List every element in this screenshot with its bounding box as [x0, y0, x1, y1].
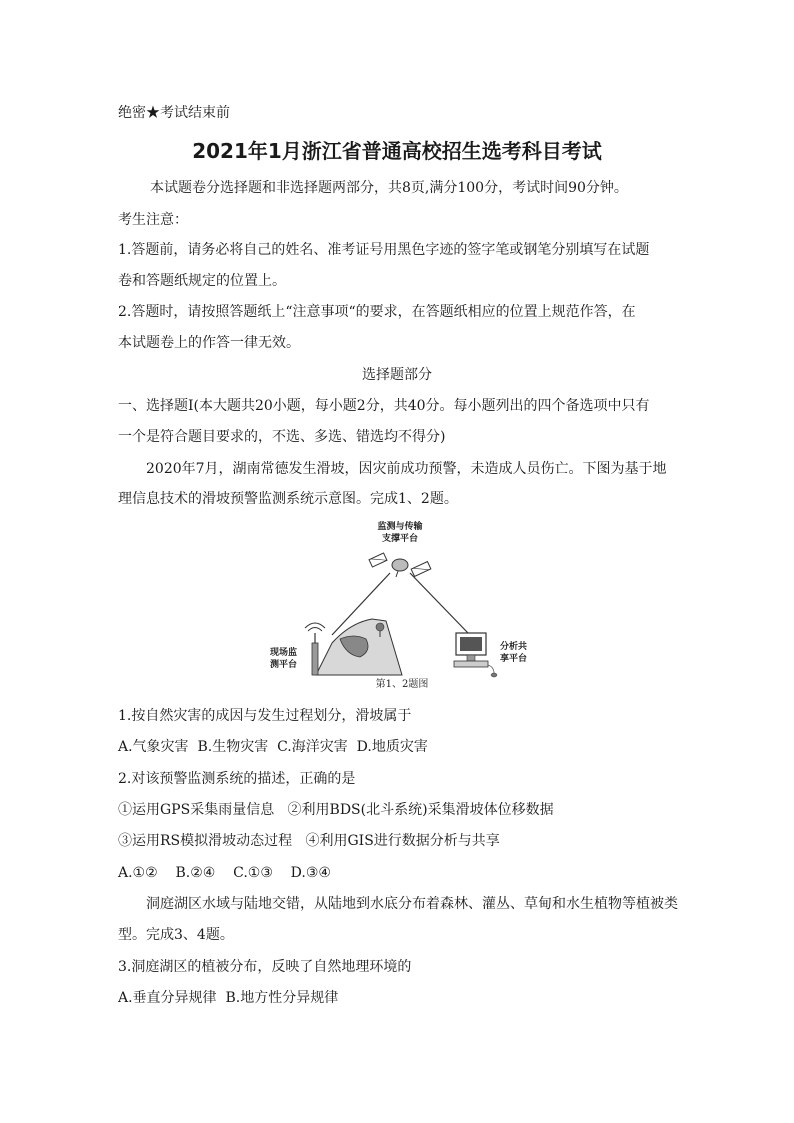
question-3-stem: 3.洞庭湖区的植被分布，反映了自然地理环境的: [118, 959, 412, 975]
field-label-line-2: 测平台: [270, 660, 298, 670]
section-heading: 选择题部分: [362, 367, 432, 383]
computer-icon: [454, 633, 497, 677]
satellite-icon: [369, 553, 431, 577]
passage-2-line-2: 型。完成3、4题。: [118, 927, 234, 943]
notice-heading: 考生注意：: [118, 212, 188, 228]
question-2-stem: 2.对该预警监测系统的描述，正确的是: [118, 771, 356, 787]
part-instruction-line-1: 一、选择题Ⅰ(本大题共20小题，每小题2分，共40分。每小题列出的四个备选项中只有: [118, 398, 650, 414]
question-1-stem: 1.按自然灾害的成因与发生过程划分，滑坡属于: [118, 708, 412, 724]
notice-item-1-line-2: 卷和答题纸规定的位置上。: [118, 273, 286, 289]
slope-icon: [316, 619, 402, 675]
intro-text: 本试题卷分选择题和非选择题两部分，共8页,满分100分，考试时间90分钟。: [150, 180, 628, 196]
passage-1-line-2: 理信息技术的滑坡预警监测系统示意图。完成1、2题。: [118, 491, 458, 507]
notice-item-2-line-2: 本试题卷上的作答一律无效。: [118, 335, 300, 351]
page-title: 2021年1月浙江省普通高校招生选考科目考试: [192, 139, 602, 163]
satellite-label-line-1: 监测与传输: [377, 522, 423, 532]
question-1-options: A.气象灾害 B.生物灾害 C.海洋灾害 D.地质灾害: [118, 739, 428, 755]
landslide-monitoring-diagram: [262, 515, 542, 693]
question-2-options: A.①② B.②④ C.①③ D.③④: [118, 865, 331, 881]
link-line-analysis: [410, 573, 468, 633]
figure-caption: 第1、2题图: [375, 679, 429, 690]
analysis-label-line-1: 分析共: [500, 642, 528, 652]
passage-2-line-1: 洞庭湖区水域与陆地交错，从陆地到水底分布着森林、灌丛、草甸和水生植物等植被类: [146, 896, 678, 912]
secret-mark: 绝密★考试结束前: [118, 105, 230, 121]
landslide-monitoring-figure: [262, 515, 542, 693]
field-label-line-1: 现场监: [270, 648, 298, 658]
part-instruction-line-2: 一个是符合题目要求的，不选、多选、错选均不得分): [118, 429, 446, 445]
analysis-label-line-2: 享平台: [500, 654, 528, 664]
question-3-options: A.垂直分异规律 B.地方性分异规律: [118, 990, 339, 1006]
notice-item-2-line-1: 2.答题时，请按照答题纸上“注意事项“的要求，在答题纸相应的位置上规范作答，在: [118, 304, 636, 320]
question-2-statements-1: ①运用GPS采集雨量信息 ②利用BDS(北斗系统)采集滑坡体位移数据: [118, 802, 554, 818]
passage-1-line-1: 2020年7月，湖南常德发生滑坡，因灾前成功预警，未造成人员伤亡。下图为基于地: [146, 461, 667, 477]
satellite-label-line-2: 支撑平台: [381, 534, 419, 544]
question-2-statements-2: ③运用RS模拟滑坡动态过程 ④利用GIS进行数据分析与共享: [118, 833, 500, 849]
notice-item-1-line-1: 1.答题前，请务必将自己的姓名、准考证号用黑色字迹的签字笔或钢笔分别填写在试题: [118, 242, 650, 258]
